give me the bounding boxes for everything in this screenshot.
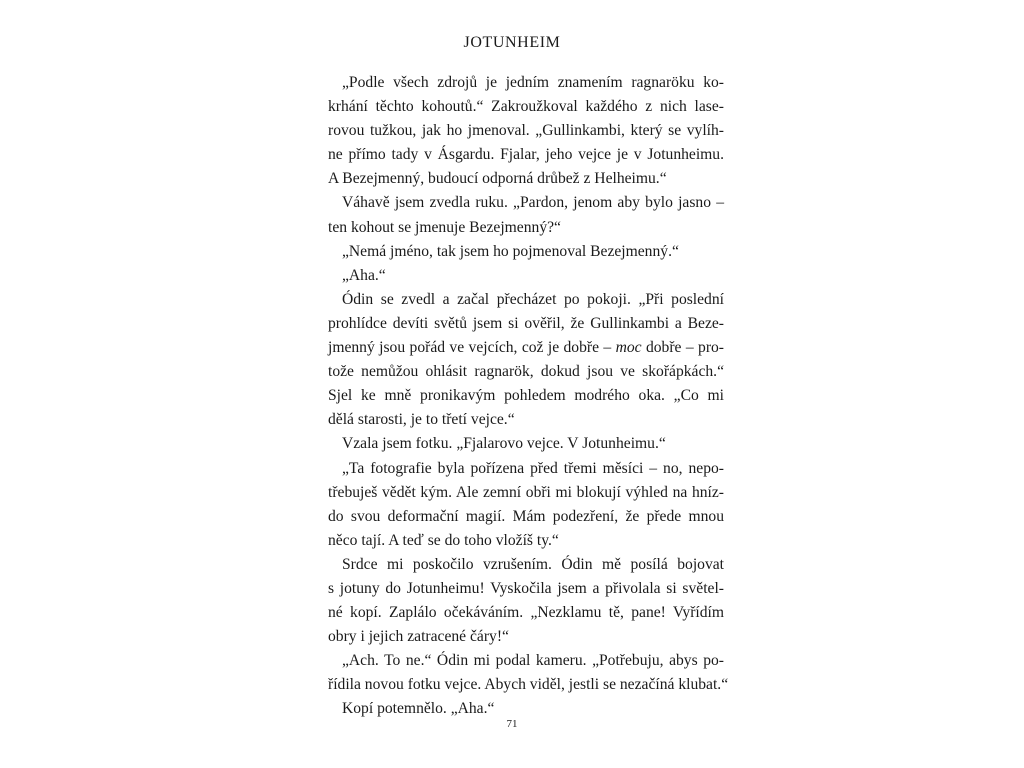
text-line: Vzala jsem fotku. „Fjalarovo vejce. V Jotunheimu.“: [342, 435, 666, 453]
text-line: ten kohout se jmenuje Bezejmenný?“: [328, 218, 561, 236]
running-title: JOTUNHEIM: [463, 34, 561, 51]
text-line: „Podle všech zdrojů je jedním znamením ragnaröku ko-: [342, 74, 724, 91]
text-line: „Aha.“: [342, 266, 386, 284]
text-line: obry i jejich zatracené čáry!“: [328, 628, 509, 646]
text-line: „Nemá jméno, tak jsem ho pojmenoval Bezejmenný.“: [342, 242, 679, 260]
paragraph: [314, 432, 724, 456]
paragraph: [314, 288, 724, 433]
text-line: Srdce mi poskočilo vzrušením. Ódin mě posílá bojovat: [342, 555, 724, 573]
text-line: Váhavě jsem zvedla ruku. „Pardon, jenom aby bylo jasno –: [342, 194, 724, 212]
text-line: do svou deformační magií. Mám podezření, že přede mnou: [328, 507, 724, 525]
paragraph: [314, 649, 729, 697]
text-line: prohlídce devíti světů jsem si ověřil, že Gullinkambi a Beze-: [328, 314, 724, 332]
text-line: řídila novou fotku vejce. Abych viděl, jestli se nezačíná klubat.“: [328, 676, 729, 694]
text-line: s jotuny do Jotunheimu! Vyskočila jsem a přivolala si světel-: [328, 579, 724, 597]
text-line: né kopí. Zaplálo očekáváním. „Nezklamu tě, pane! Vyřídím: [328, 604, 724, 622]
emphasized-word: moc: [615, 339, 642, 357]
paragraph: [314, 264, 724, 288]
text-line: Ódin se zvedl a začal přecházet po pokoji. „Při poslední: [342, 290, 724, 308]
text-line: „Ta fotografie byla pořízena před třemi měsíci – no, nepo-: [342, 459, 724, 477]
text-line: A Bezejmenný, budoucí odporná drůbež z Helheimu.“: [328, 170, 667, 188]
text-line: Sjel ke mně pronikavým pohledem modrého oka. „Co mi: [328, 387, 724, 405]
text-line: ne přímo tady v Ásgardu. Fjalar, jeho vejce je v Jotunheimu.: [328, 146, 724, 164]
paragraph: [314, 191, 724, 239]
page-number: [0, 717, 1024, 731]
body-text: [314, 71, 729, 722]
running-head: [0, 33, 1024, 53]
text-line: „Ach. To ne.“ Ódin mi podal kameru. „Potřebuju, abys po-: [342, 652, 724, 670]
text-line: tože nemůžou ohlásit ragnarök, dokud jsou ve skořápkách.“: [328, 363, 724, 381]
paragraph: [314, 553, 724, 649]
paragraph: [314, 71, 724, 191]
paragraph: [314, 457, 724, 553]
text-line: třebuješ vědět kým. Ale zemní obři mi blokují výhled na hníz-: [328, 483, 724, 501]
text-line: něco tají. A teď se do toho vložíš ty.“: [328, 531, 559, 549]
paragraph: [314, 240, 724, 264]
text-line: jmenný jsou pořád ve vejcích, což je dobře – moc dobře – pro-: [328, 339, 724, 357]
text-line: rovou tužkou, jak ho jmenoval. „Gullinkambi, který se vylíh-: [328, 122, 724, 140]
text-line: dělá starosti, je to třetí vejce.“: [328, 411, 515, 429]
text-line: Kopí potemnělo. „Aha.“: [342, 700, 495, 718]
text-line: krhání těchto kohoutů.“ Zakroužkoval každého z nich lase-: [328, 98, 724, 116]
page-number-label: 71: [506, 718, 518, 730]
